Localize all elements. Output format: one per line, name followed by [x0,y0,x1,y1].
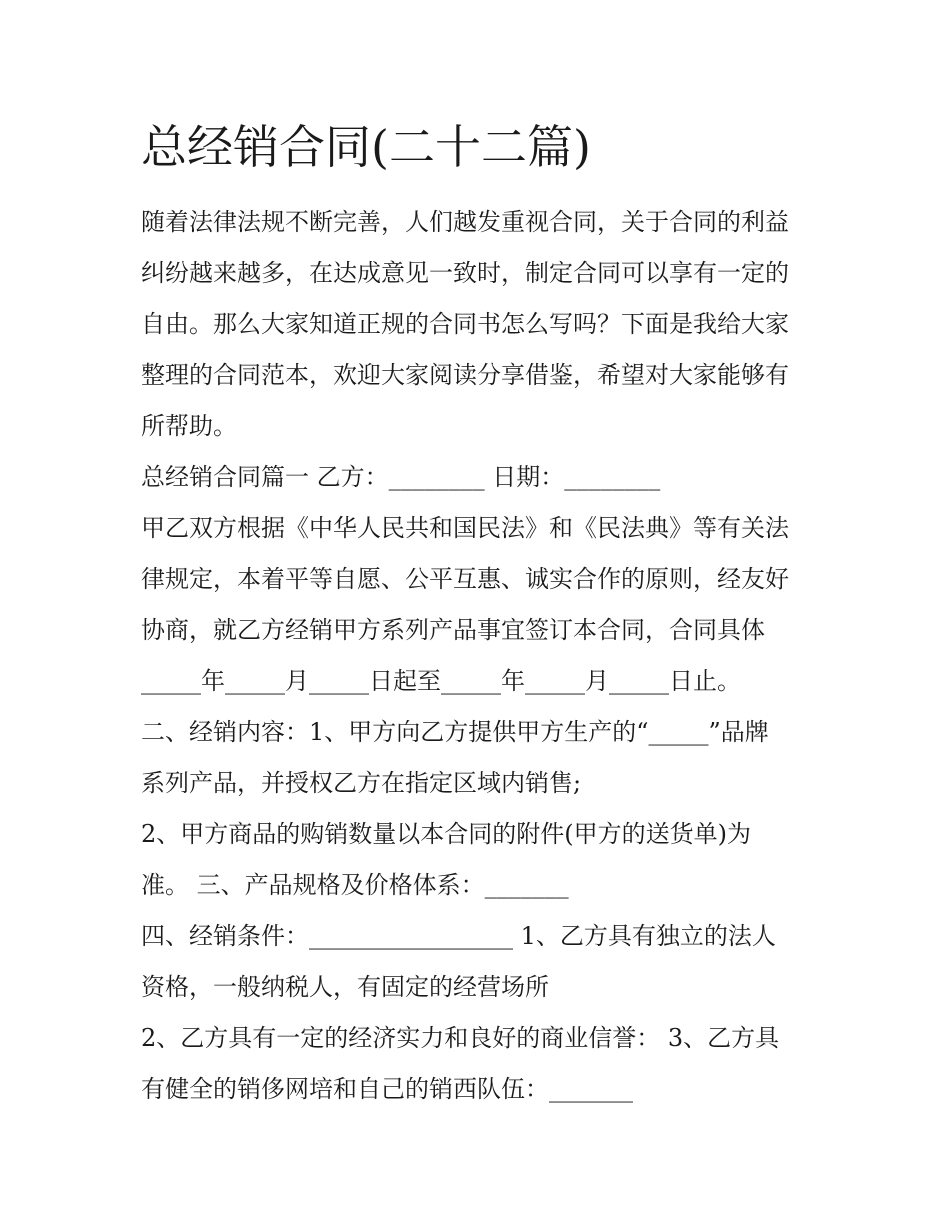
body-line: 随着法律法规不断完善，人们越发重视合同，关于合同的利益 [141,208,789,236]
body-line: 协商，就乙方经销甲方系列产品事宜签订本合同，合同具体 [141,616,765,644]
body-line: 四、经销条件：_________________ 1、乙方具有独立的法人 [141,922,776,950]
body-line: 总经销合同篇一 乙方：________ 日期：________ [141,463,661,491]
body-line: 律规定，本着平等自愿、公平互惠、诚实合作的原则，经友好 [141,565,789,593]
body-line: 2、甲方商品的购销数量以本合同的附件(甲方的送货单)为 [141,820,751,848]
body-line: 二、经销内容：1、甲方向乙方提供甲方生产的“_____”品牌 [141,718,769,746]
body-line: 2、乙方具有一定的经济实力和良好的商业信誉： 3、乙方具 [141,1024,780,1052]
body-line: 有健全的销侈网培和自己的销西队伍：_______ [141,1075,633,1103]
body-line: 资格，一般纳税人，有固定的经营场所 [141,973,549,1001]
body-line: 系列产品，并授权乙方在指定区域内销售; [141,769,582,797]
body-line: 所帮助。 [141,412,237,440]
body-line: 纠纷越来越多，在达成意见一致时，制定合同可以享有一定的 [141,259,789,287]
body-line: 自由。那么大家知道正规的合同书怎么写吗？下面是我给大家 [141,310,789,338]
document-title: 总经销合同(二十二篇) [141,120,591,174]
document-body [141,200,813,1118]
body-line: 甲乙双方根据《中华人民共和国民法》和《民法典》等有关法 [141,514,789,542]
body-line: _____年_____月_____日起至_____年_____月_____日止。 [141,667,741,695]
body-line: 准。 三、产品规格及价格体系：_______ [141,871,569,899]
body-line: 整理的合同范本，欢迎大家阅读分享借鉴，希望对大家能够有 [141,361,789,389]
